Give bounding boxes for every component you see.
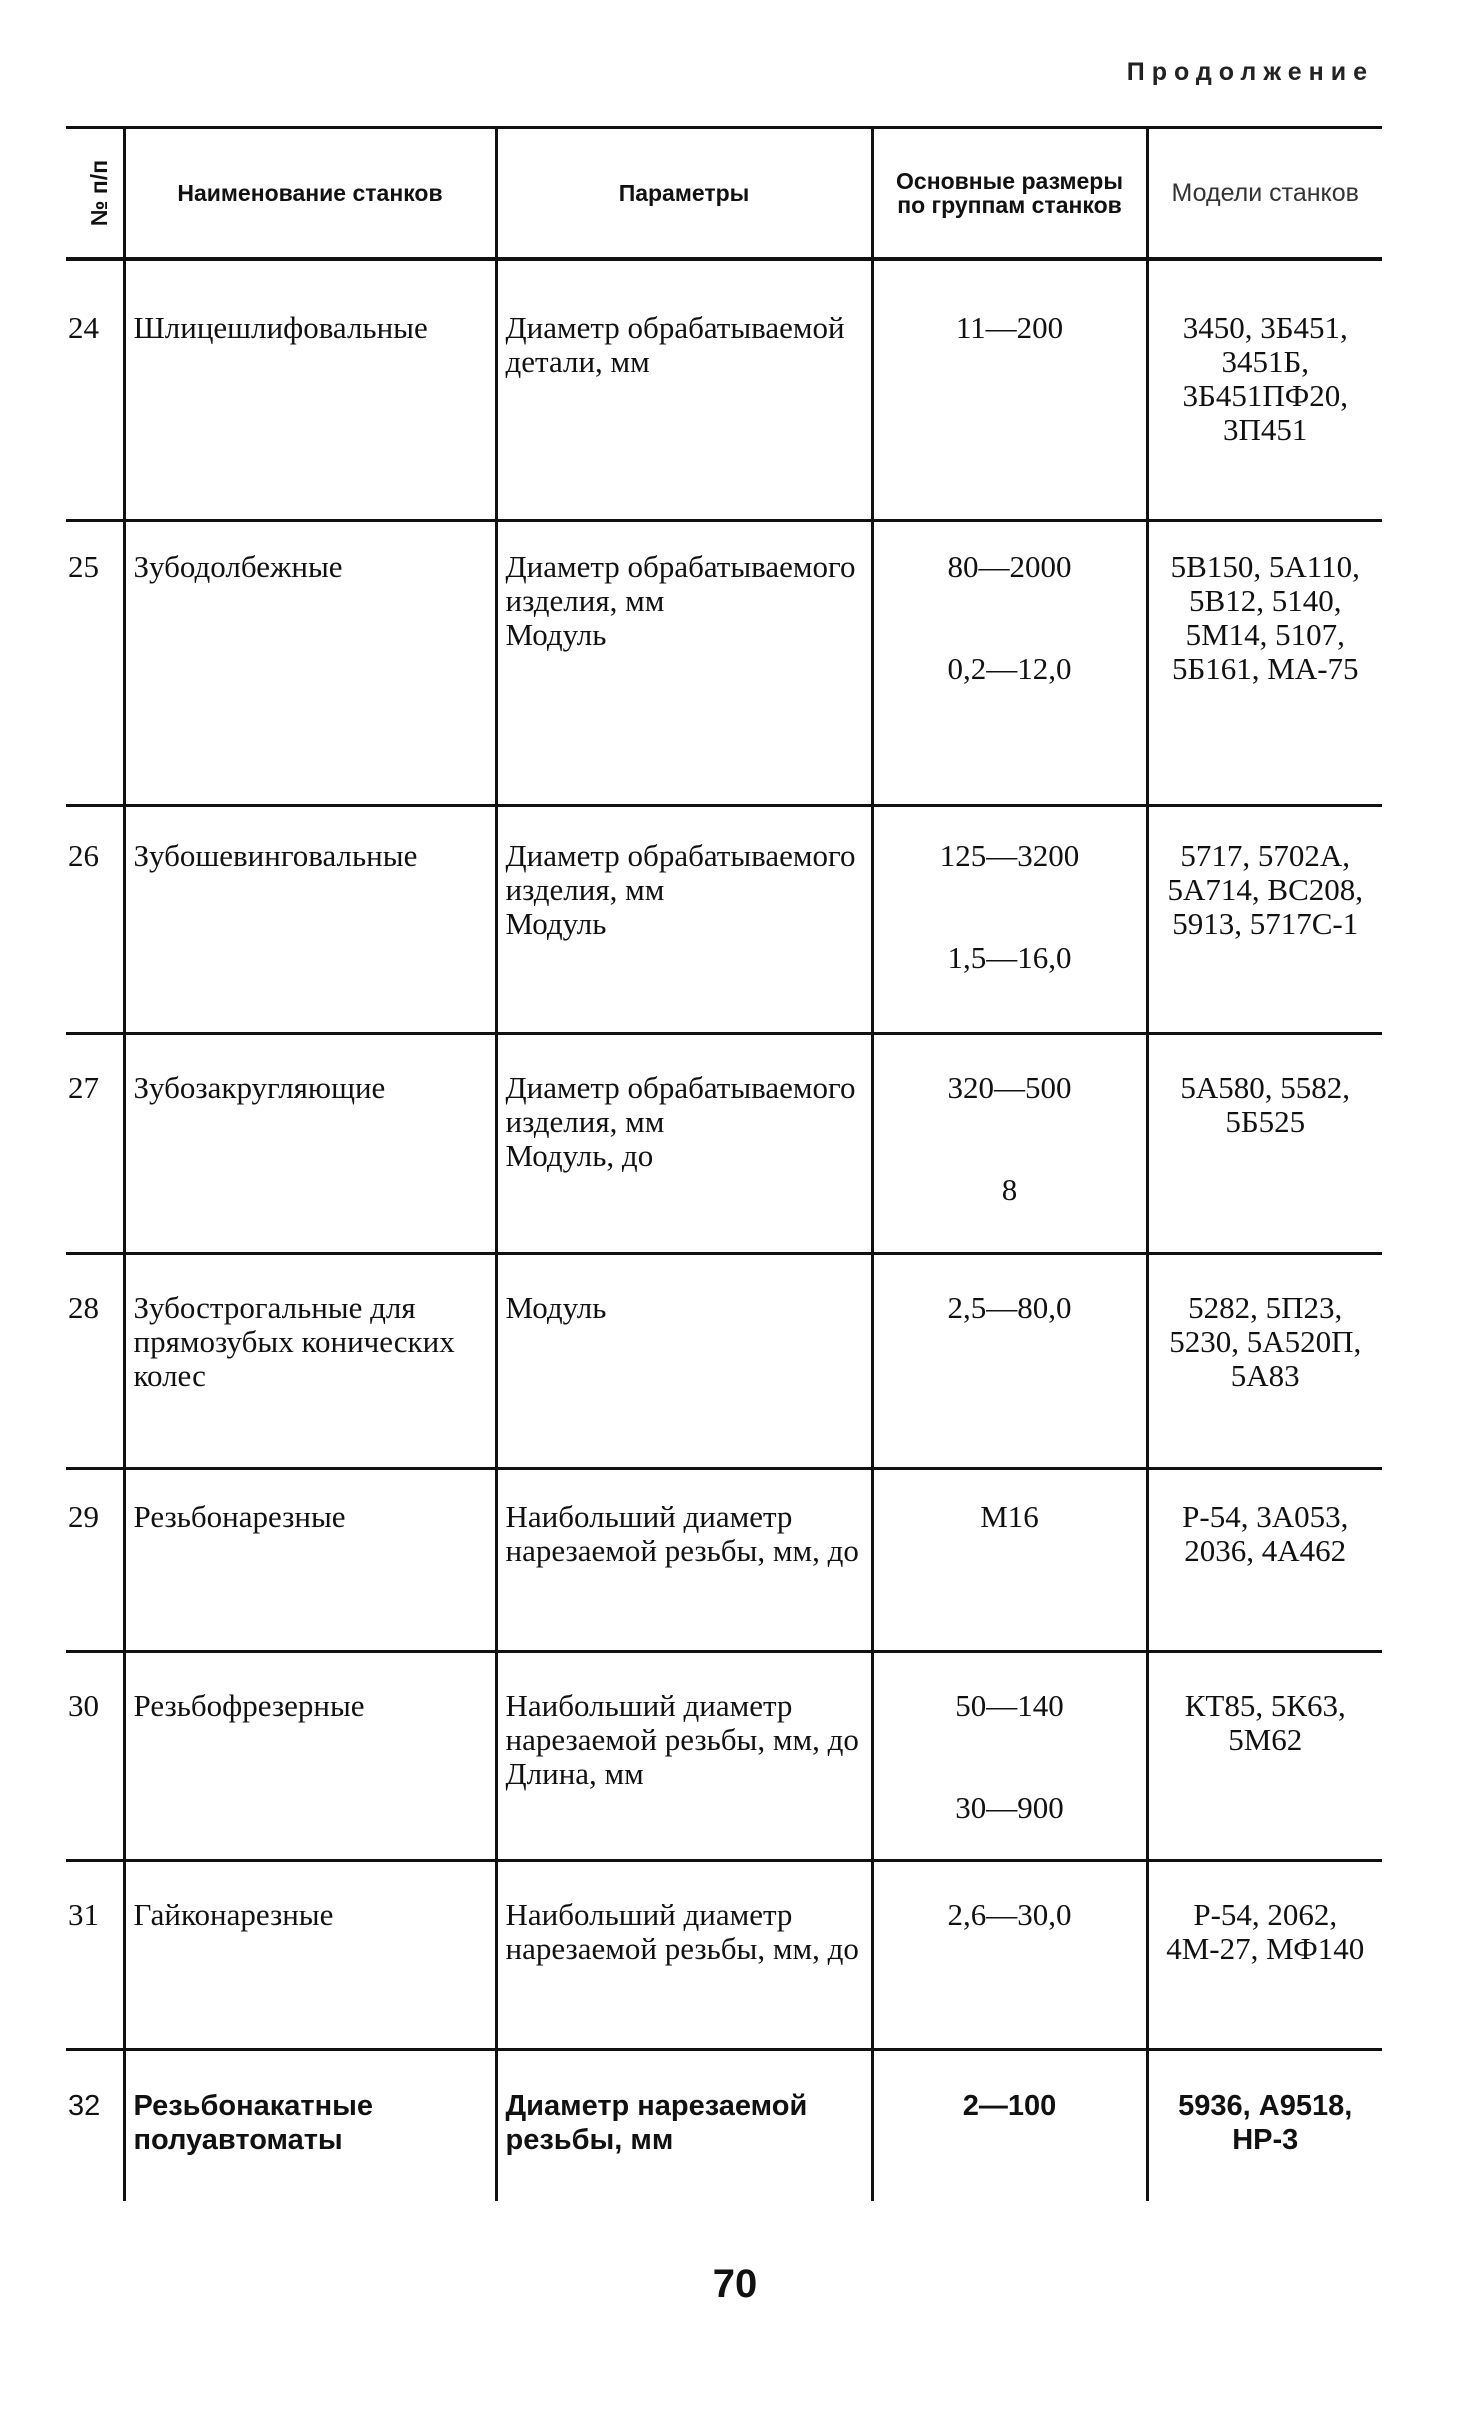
models-cell: Р-54, 2062, 4М-27, МФ140 — [1147, 1861, 1382, 2050]
parameters-cell — [496, 1469, 872, 1652]
table-body — [66, 259, 1382, 2201]
models-cell: Р-54, 3А053, 2036, 4А462 — [1147, 1469, 1382, 1652]
sizes-cell — [872, 259, 1147, 521]
machine-tools-table — [66, 126, 1382, 2201]
header-params: Параметры — [496, 128, 872, 260]
table-header — [66, 128, 1382, 260]
parameter: Модуль — [505, 906, 607, 941]
parameter: Модуль — [505, 1290, 607, 1325]
machine-name: Гайконарезные — [124, 1861, 496, 2050]
row-number: 30 — [66, 1652, 124, 1861]
machine-name: Шлицешлифовальные — [124, 259, 496, 521]
sizes-cell — [872, 1469, 1147, 1652]
machine-name: Зубошевинговальные — [124, 806, 496, 1034]
table-row — [66, 1469, 1382, 1652]
parameters-cell — [496, 1652, 872, 1861]
row-number: 31 — [66, 1861, 124, 2050]
table-row — [66, 1254, 1382, 1469]
parameters-cell — [496, 2050, 872, 2202]
table-row — [66, 1861, 1382, 2050]
table-row — [66, 1034, 1382, 1254]
parameters-cell — [496, 259, 872, 521]
size-value: 11—200 — [955, 310, 1064, 345]
parameter: Модуль — [505, 617, 607, 652]
row-number: 29 — [66, 1469, 124, 1652]
sizes-cell — [872, 1861, 1147, 2050]
sizes-cell — [872, 521, 1147, 806]
table-row — [66, 806, 1382, 1034]
parameters-cell — [496, 806, 872, 1034]
table-row — [66, 2050, 1382, 2202]
machine-name: Зубострогальные для прямозубых конических колес — [124, 1254, 496, 1469]
parameters-cell — [496, 1034, 872, 1254]
table — [66, 126, 1382, 2201]
models-cell: 5А580, 5582, 5Б525 — [1147, 1034, 1382, 1254]
table-row — [66, 1652, 1382, 1861]
header-sizes: Основные размеры по группам станков — [872, 128, 1147, 260]
sizes-cell — [872, 2050, 1147, 2202]
models-cell: КТ85, 5К63, 5М62 — [1147, 1652, 1382, 1861]
continuation-note: Продолжение — [1126, 58, 1374, 86]
header-name: Наименование станков — [124, 128, 496, 260]
parameter: Диаметр нарезаемой резьбы, мм — [505, 2090, 808, 2156]
models-cell: 5936, А9518, НР-3 — [1147, 2050, 1382, 2202]
row-number: 28 — [66, 1254, 124, 1469]
parameter: Наибольший диаметр нарезаемой резьбы, мм, до — [505, 1688, 859, 1757]
size-value: 125—3200 — [939, 838, 1080, 873]
size-value: 80—2000 — [947, 549, 1072, 584]
row-number: 25 — [66, 521, 124, 806]
row-number: 26 — [66, 806, 124, 1034]
parameter: Наибольший диаметр нарезаемой резьбы, мм, до — [505, 1897, 859, 1966]
machine-name: Зубодолбежные — [124, 521, 496, 806]
header-models: Модели станков — [1147, 128, 1382, 260]
parameter: Наибольший диаметр нарезаемой резьбы, мм, до — [505, 1499, 859, 1568]
models-cell: 3450, 3Б451, 3451Б, 3Б451ПФ20, 3П451 — [1147, 259, 1382, 521]
parameter: Длина, мм — [505, 1756, 644, 1791]
row-number: 32 — [66, 2050, 124, 2202]
size-value: 0,2—12,0 — [947, 651, 1072, 686]
models-cell: 5В150, 5А110, 5В12, 5140, 5М14, 5107, 5Б161, МА-75 — [1147, 521, 1382, 806]
size-value: 30—900 — [955, 1790, 1064, 1825]
sizes-cell — [872, 1652, 1147, 1861]
size-value: 2,6—30,0 — [947, 1897, 1072, 1932]
models-cell: 5282, 5П23, 5230, 5А520П, 5А83 — [1147, 1254, 1382, 1469]
machine-name: Резьбонакатные полуавтоматы — [124, 2050, 496, 2202]
parameters-cell — [496, 1254, 872, 1469]
sizes-cell — [872, 1254, 1147, 1469]
machine-name: Резьбонарезные — [124, 1469, 496, 1652]
table-row — [66, 521, 1382, 806]
size-value: М16 — [980, 1499, 1039, 1534]
parameters-cell — [496, 521, 872, 806]
page-number: 70 — [712, 2262, 758, 2306]
header-num: № п/п — [66, 128, 124, 260]
size-value: 50—140 — [955, 1688, 1064, 1723]
parameter: Модуль, до — [505, 1138, 654, 1173]
sizes-cell — [872, 806, 1147, 1034]
row-number: 24 — [68, 310, 99, 345]
parameter: Диаметр обрабатываемого изделия, мм — [505, 549, 856, 618]
machine-name: Зубозакругляющие — [124, 1034, 496, 1254]
models-cell: 5717, 5702А, 5А714, ВС208, 5913, 5717С-1 — [1147, 806, 1382, 1034]
parameters-cell — [496, 1861, 872, 2050]
parameter: Диаметр обрабатываемой детали, мм — [505, 310, 845, 379]
size-value: 2,5—80,0 — [947, 1290, 1072, 1325]
parameter: Диаметр обрабатываемого изделия, мм — [505, 1070, 856, 1139]
size-value: 320—500 — [947, 1070, 1072, 1105]
parameter: Диаметр обрабатываемого изделия, мм — [505, 838, 856, 907]
table-row — [66, 259, 1382, 521]
size-value: 8 — [1001, 1172, 1018, 1207]
size-value: 2—100 — [962, 2090, 1057, 2122]
row-number: 27 — [66, 1034, 124, 1254]
size-value: 1,5—16,0 — [947, 940, 1072, 975]
sizes-cell — [872, 1034, 1147, 1254]
machine-name: Резьбофрезерные — [124, 1652, 496, 1861]
